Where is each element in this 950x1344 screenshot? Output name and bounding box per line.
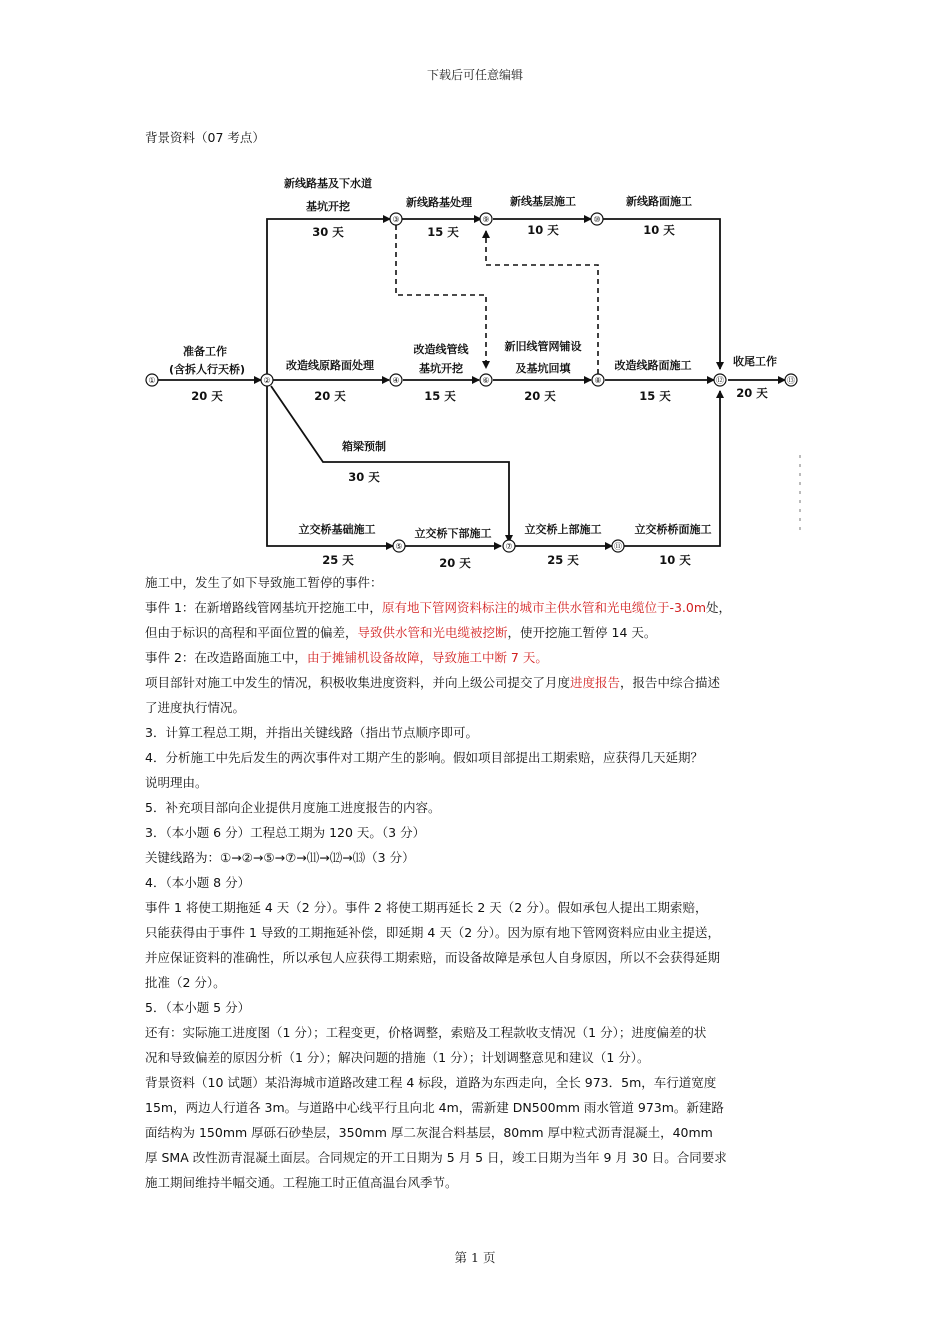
answer-3: 3．（本小题 6 分）工程总工期为 120 天。（3 分） bbox=[145, 825, 426, 840]
question-5: 5．补充项目部向企业提供月度施工进度报告的内容。 bbox=[145, 800, 441, 815]
activity-bfound-label: 立交桥基础施工 bbox=[298, 523, 376, 536]
event-1-cont-tail: ，使开挖施工暂停 14 天。 bbox=[507, 625, 657, 640]
node-label: ④ bbox=[392, 376, 400, 385]
activity-net-label-1: 新旧线管网铺设 bbox=[504, 340, 582, 353]
node-12 bbox=[714, 374, 726, 386]
activity-bupper-duration: 25 天 bbox=[547, 553, 579, 567]
activity-newsurface-label: 新线路面施工 bbox=[626, 195, 692, 208]
text-line: 并应保证资料的准确性，所以承包人应获得工期索赔，而设备故障是承包人自身原因，所以不会获得延期 bbox=[145, 950, 721, 965]
activity-prep-duration: 20 天 bbox=[191, 389, 223, 403]
node-label: ⑫ bbox=[716, 376, 724, 385]
network-svg bbox=[145, 150, 813, 570]
text-line: 面结构为 150mm 厚砾石砂垫层，350mm 厚二灰混合料基层，80mm 厚中粒式沥青混凝土，40mm bbox=[145, 1125, 713, 1140]
report-lead: 项目部针对施工中发生的情况，积极收集进度资料，并向上级公司提交了月度 bbox=[145, 675, 571, 690]
node-label: ② bbox=[263, 376, 271, 385]
arrow-2-3 bbox=[267, 219, 390, 374]
text-line: 况和导致偏差的原因分析（1 分）；解决问题的措施（1 分）；计划调整意见和建议（1 分）。 bbox=[145, 1050, 650, 1065]
node-5 bbox=[393, 540, 405, 552]
event-1-cont-line bbox=[145, 620, 813, 645]
activity-prep-label-2: (含拆人行天桥) bbox=[168, 363, 246, 376]
event-1-lead: 事件 1：在新增路线管网基坑开挖施工中， bbox=[145, 600, 382, 615]
node-label: ⑨ bbox=[482, 215, 490, 224]
node-10 bbox=[591, 213, 603, 225]
node-label: ③ bbox=[392, 215, 400, 224]
activity-bupper-label: 立交桥上部施工 bbox=[524, 523, 602, 536]
activity-oldsurface-label: 改造线路面施工 bbox=[614, 359, 692, 372]
event-1-cont-lead: 但由于标识的高程和平面位置的偏差， bbox=[145, 625, 358, 640]
text-line: 批准（2 分）。 bbox=[145, 975, 226, 990]
activity-newbase-label-2: 基坑开挖 bbox=[306, 200, 350, 213]
activity-newbase-duration: 30 天 bbox=[312, 225, 344, 239]
activity-finish-label: 收尾工作 bbox=[733, 355, 777, 368]
activity-prep-label-1: 准备工作 bbox=[183, 345, 227, 358]
question-3: 3．计算工程总工期，并指出关键线路（指出节点顺序即可。 bbox=[145, 725, 478, 740]
text-line: 施工期间维持半幅交通。工程施工时正值高温台风季节。 bbox=[145, 1175, 458, 1190]
report-line bbox=[145, 670, 813, 695]
activity-pipe-label-2: 基坑开挖 bbox=[419, 362, 463, 375]
activity-bdeck-duration: 10 天 bbox=[659, 553, 691, 567]
node-1 bbox=[146, 374, 158, 386]
report-tail: ，报告中综合描述 bbox=[620, 675, 721, 690]
node-label: ⑦ bbox=[505, 542, 513, 551]
text-line: 施工中，发生了如下导致施工暂停的事件： bbox=[145, 575, 383, 590]
arrow-2-7 bbox=[271, 386, 509, 542]
node-label: ① bbox=[148, 376, 156, 385]
node-label: ⑩ bbox=[593, 215, 601, 224]
document-body bbox=[145, 125, 813, 1195]
text-line: 只能获得由于事件 1 导致的工期拖延补偿，即延期 4 天（2 分）。因为原有地下管网资料应由业主提送， bbox=[145, 925, 720, 940]
activity-net-duration: 20 天 bbox=[524, 389, 556, 403]
event-1-cont-highlight: 导致供水管和光电缆被挖断 bbox=[357, 625, 508, 640]
node-label: ⑧ bbox=[594, 376, 602, 385]
activity-beam-duration: 30 天 bbox=[348, 470, 380, 484]
node-label: ⑥ bbox=[482, 376, 490, 385]
activity-finish-duration: 20 天 bbox=[736, 386, 768, 400]
node-label: ⑪ bbox=[614, 542, 622, 551]
page-footer: 第 1 页 bbox=[454, 1250, 496, 1265]
node-4 bbox=[390, 374, 402, 386]
node-7 bbox=[503, 540, 515, 552]
activity-newbase-label-1: 新线路基及下水道 bbox=[284, 177, 372, 190]
activity-newbase-layer-label: 新线基层施工 bbox=[510, 195, 576, 208]
activity-net-label-2: 及基坑回填 bbox=[515, 362, 571, 375]
critical-path: 关键线路为：①→②→⑤→⑦→⑾→⑿→⒀（3 分） bbox=[145, 850, 415, 865]
activity-pipe-label-1: 改造线管线 bbox=[413, 343, 469, 356]
activity-newroad-treat-duration: 15 天 bbox=[427, 225, 459, 239]
activity-bfound-duration: 25 天 bbox=[322, 553, 354, 567]
text-line: 了进度执行情况。 bbox=[145, 700, 246, 715]
arrow-10-12 bbox=[603, 219, 720, 369]
answer-5: 5．（本小题 5 分） bbox=[145, 1000, 251, 1015]
node-2 bbox=[261, 374, 273, 386]
report-highlight: 进度报告 bbox=[570, 675, 621, 690]
activity-newroad-treat-label: 新线路基处理 bbox=[406, 196, 472, 209]
node-label: ⑬ bbox=[787, 376, 795, 385]
node-8 bbox=[592, 374, 604, 386]
event-2-line bbox=[145, 645, 813, 670]
text-line: 15m，两边人行道各 3m。与道路中心线平行且向北 4m，需新建 DN500mm 雨水管道 973m。新建路 bbox=[145, 1100, 724, 1115]
activity-oldroad-label: 改造线原路面处理 bbox=[286, 359, 374, 372]
node-11 bbox=[612, 540, 624, 552]
event-1-tail: 处， bbox=[706, 600, 732, 615]
event-2-lead: 事件 2：在改造路面施工中， bbox=[145, 650, 307, 665]
question-4: 4．分析施工中先后发生的两次事件对工期产生的影响。假如项目部提出工期索赔，应获得几天延期？ bbox=[145, 750, 703, 765]
activity-bdeck-label: 立交桥桥面施工 bbox=[634, 523, 712, 536]
activity-newbase-layer-duration: 10 天 bbox=[527, 223, 559, 237]
event-2-highlight: 由于摊铺机设备故障，导致施工中断 7 天。 bbox=[306, 650, 548, 665]
activity-blower-label: 立交桥下部施工 bbox=[414, 527, 492, 540]
activity-newsurface-duration: 10 天 bbox=[643, 223, 675, 237]
network-diagram bbox=[145, 150, 813, 570]
activity-oldroad-duration: 20 天 bbox=[314, 389, 346, 403]
node-3 bbox=[390, 213, 402, 225]
text-line: 说明理由。 bbox=[145, 775, 208, 790]
text-line: 厚 SMA 改性沥青混凝土面层。合同规定的开工日期为 5 月 5 日，竣工日期为当年 9 月 30 日。合同要求 bbox=[145, 1150, 727, 1165]
node-6 bbox=[480, 374, 492, 386]
activity-pipe-duration: 15 天 bbox=[424, 389, 456, 403]
node-label: ⑤ bbox=[395, 542, 403, 551]
activity-blower-duration: 20 天 bbox=[439, 556, 471, 570]
event-1-highlight: 原有地下管网资料标注的城市主供水管和光电缆位于-3.0m bbox=[381, 600, 707, 615]
text-line: 还有：实际施工进度图（1 分）；工程变更，价格调整，索赔及工程款收支情况（1 分）；进度偏差的状 bbox=[145, 1025, 707, 1040]
event-1-line bbox=[145, 595, 813, 620]
activity-beam-label: 箱梁预制 bbox=[342, 440, 386, 453]
text-line: 事件 1 将使工期拖延 4 天（2 分）。事件 2 将使工期再延长 2 天（2 分）。假如承包人提出工期索赔， bbox=[145, 900, 708, 915]
arrow-2-5 bbox=[267, 386, 393, 546]
page-header: 下载后可任意编辑 bbox=[426, 68, 523, 82]
node-9 bbox=[480, 213, 492, 225]
activity-oldsurface-duration: 15 天 bbox=[639, 389, 671, 403]
background-2: 背景资料（10 试题）某沿海城市道路改建工程 4 标段，道路为东西走向，全长 973．5m，车行道宽度 bbox=[145, 1075, 717, 1090]
intro-title: 背景资料（07 考点） bbox=[145, 130, 265, 145]
answer-4: 4．（本小题 8 分） bbox=[145, 875, 251, 890]
node-13 bbox=[785, 374, 797, 386]
